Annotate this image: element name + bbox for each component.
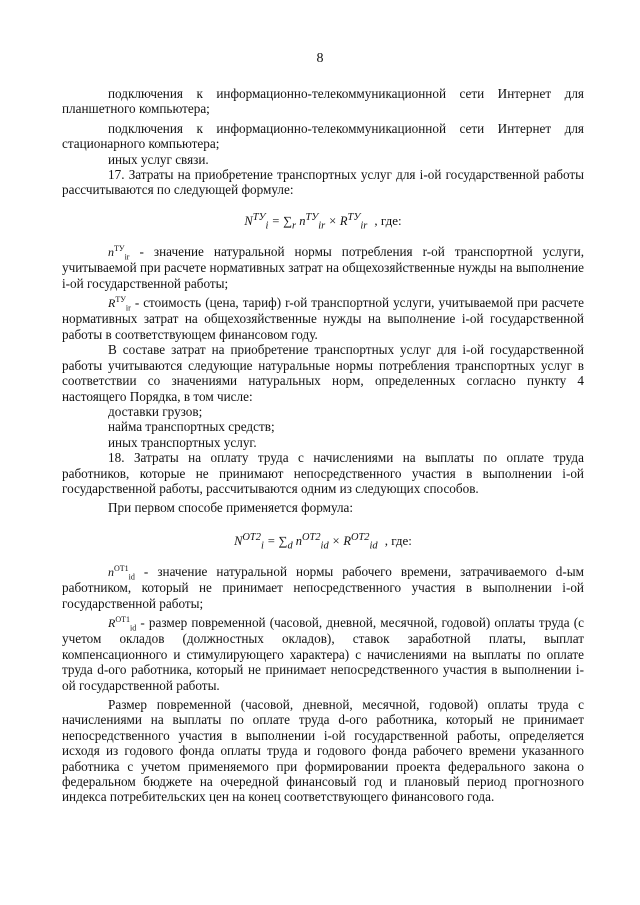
list-item-other-transport: иных транспортных услуг. [108, 434, 257, 450]
symbol-r-ty: $R^{ТУ}_{ir}$ [108, 295, 131, 313]
paragraph-internet-desktop: подключения к информационно-телекоммуникационной сети Интернет для стационарного компьютера; [62, 120, 584, 152]
symbol-n-ty: $n^{ТУ}_{ir}$ [108, 243, 130, 262]
paragraph-transport-norms: В составе затрат на приобретение транспортных услуг для i-ой государственной работы учитываются следующие натуральные нормы потребления транспортных услуг в соответствии со значениями натуральных норм, определенных согласно пункту 4 настоящего Порядка, в том числе: [62, 342, 584, 404]
definition-r-transport: $R^{ТУ}_{ir}$ - стоимость (цена, тариф) r-ой транспортной услуги, учитываемой при расчете нормативных затрат на общехозяйственные нужды на выполнение i-ой государственной работы в соответствующем финансовом году. [62, 295, 585, 342]
symbol-n-ot1: $n^{ОТ1}_{id}$ [108, 563, 135, 582]
formula2-lhs: $N^{ОТ2}_i$ [234, 531, 264, 552]
formula-lhs: $N^{ТУ}_i$ [244, 211, 269, 232]
symbol-r-ot1: $R^{ОТ1}_{id}$ [108, 614, 137, 633]
paragraph-clause-18: 18. Затраты на оплату труда с начислениями на выплаты по оплате труда работников, которые не принимают непосредственного участия в выполнении i-ой государственной работы, рассчитываются одним из следующих способов. [62, 450, 584, 496]
paragraph-internet-tablet: подключения к информационно-телекоммуникационной сети Интернет для планшетного компьютера; [62, 86, 584, 117]
page-number: 8 [316, 51, 324, 66]
formula2-gde: , где: [384, 532, 412, 548]
list-item-cargo: доставки грузов; [108, 403, 203, 419]
paragraph-pay-rate: Размер повременной (часовой, дневной, месячной, годовой) оплаты труда с начислениями на выплаты по оплате труда d-ого работника, который не принимает непосредственного участия в выполнении i-ой государственной работы, определяется исходя из годового фонда оплаты труда и годового фонда рабочего времени указанного работника с учетом применяемого при формировании проекта федерального закона о федеральном бюджете на очередной финансовый год и плановый период прогнозного индекса потребительских цен на конец соответствующего финансового года. [62, 697, 584, 805]
definition-r-labor: $R^{ОТ1}_{id}$ - размер повременной (часовой, дневной, месячной, годовой) оплаты труда (с учетом окладов (должностных окладов), ставок заработной платы, выплат компенсационного и стимулирующего характера) с начислениями на выплаты по оплате труда d-ого работника, который не принимает непосредственного участия в выполнении i-ой государственной работы. [62, 614, 584, 693]
paragraph-first-method: При первом способе применяется формула: [108, 500, 354, 516]
page-content [62, 86, 584, 805]
formula-transport: $N^{ТУ}_i = \sum_r$ $n^{ТУ}_{ir} \times R^{ТУ}_{ir}$ , где: [244, 211, 402, 232]
formula-gde: , где: [374, 212, 402, 228]
list-item-vehicle-hire: найма транспортных средств; [108, 419, 275, 435]
definition-n-transport: $n^{ТУ}_{ir}$ - значение натуральной нормы потребления r-ой транспортной услуги, учитываемой при расчете нормативных затрат на общехозяйственные нужды на выполнение i-ой государственной работы; [62, 243, 585, 291]
formula-labor: $N^{ОТ2}_i = \sum_d$ $n^{ОТ2}_{id} \times R^{ОТ2}_{id}$ , где: [234, 531, 412, 552]
definition-n-labor: $n^{ОТ1}_{id}$ - значение натуральной нормы рабочего времени, затрачиваемого d-ым работником, который не принимает непосредственного участия в выполнении i-ой государственной работы; [62, 563, 584, 611]
paragraph-clause-17: 17. Затраты на приобретение транспортных услуг для i-ой государственной работы рассчитываются по следующей формуле: [62, 167, 584, 198]
paragraph-other-services: иных услуг связи. [108, 151, 209, 167]
